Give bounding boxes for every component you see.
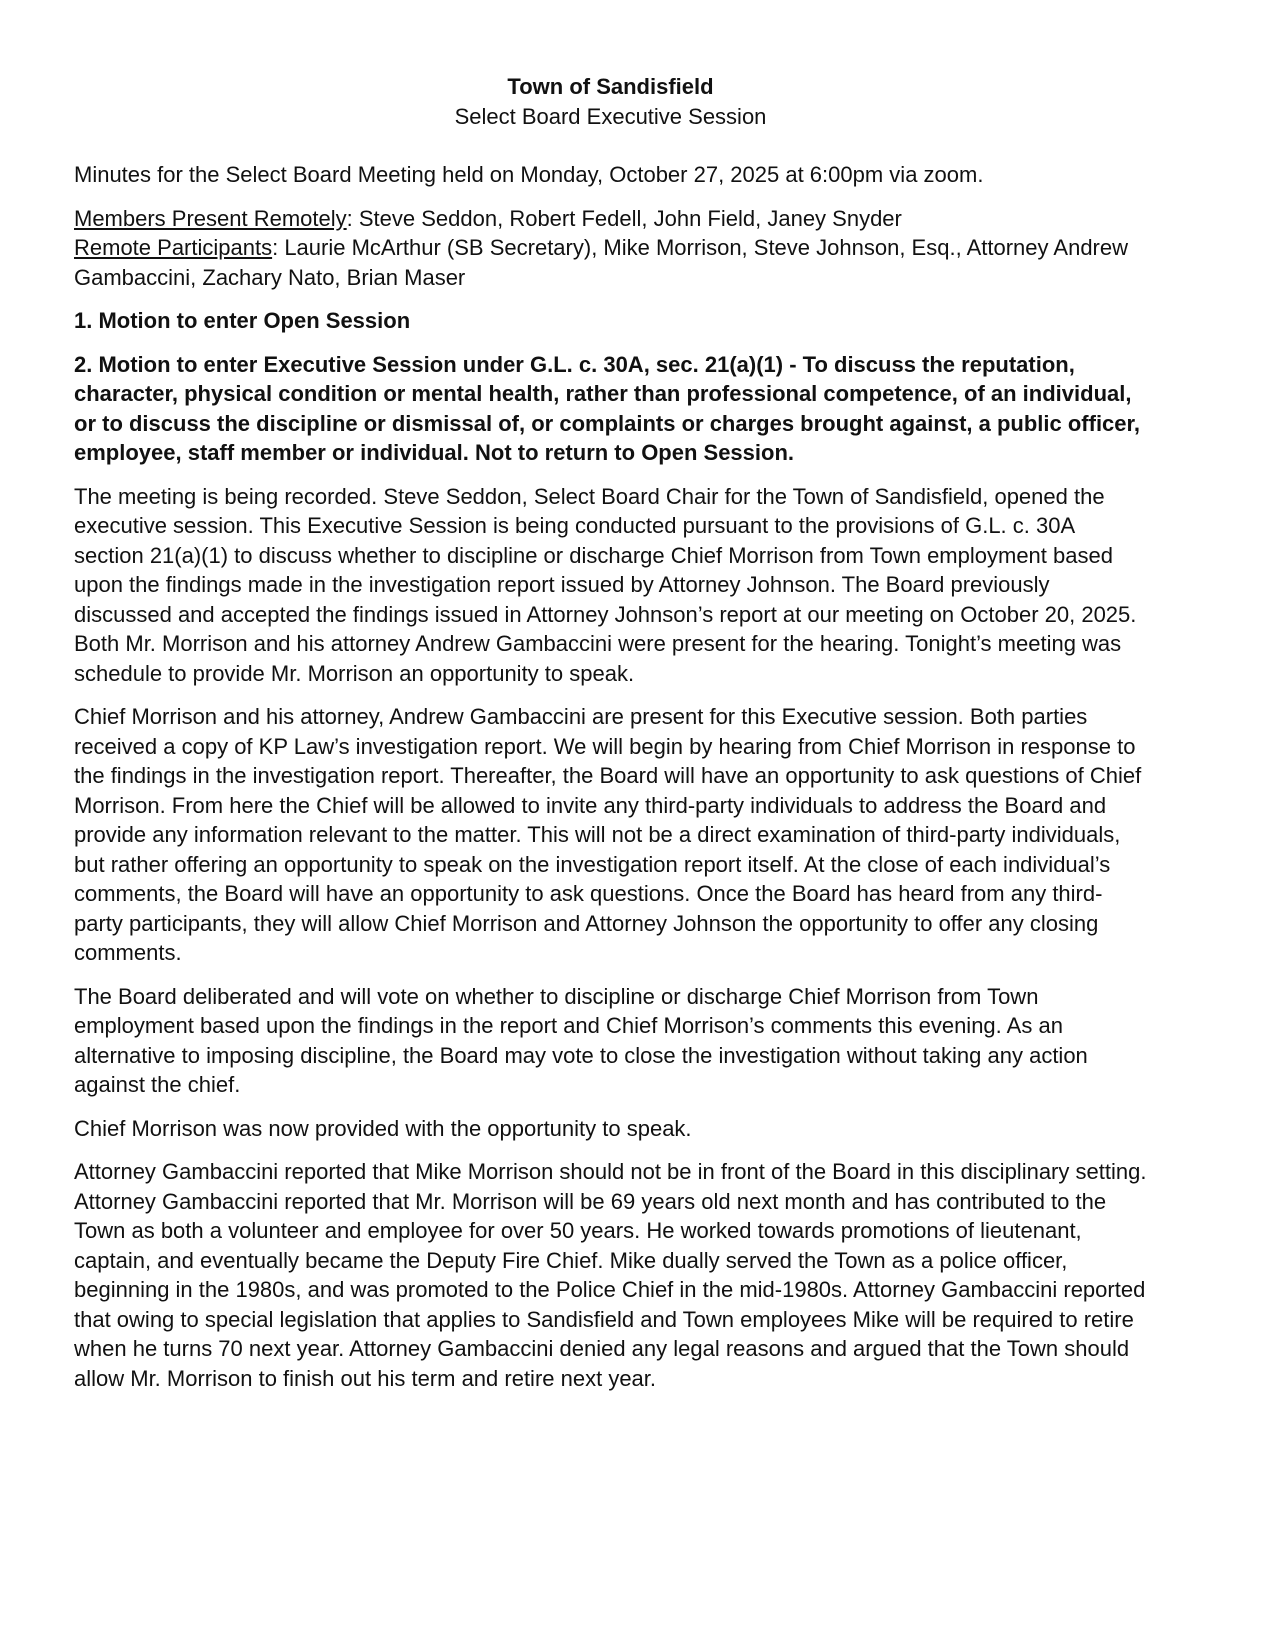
attendance-section — [74, 204, 1147, 293]
paragraph-attorney-statement: Attorney Gambaccini reported that Mike Morrison should not be in front of the Board in this disciplinary setting. Attorney Gambaccini reported that Mr. Morrison will be 69 years old next month and has contributed to the Town as both a volunteer and employee for over 50 years. He worked towards promotions of lieutenant, captain, and eventually became the Deputy Fire Chief. Mike dually served the Town as a police officer, beginning in the 1980s, and was promoted to the Police Chief in the mid-1980s. Attorney Gambaccini reported that owing to special legislation that applies to Sandisfield and Town employees Mike will be required to retire when he turns 70 next year. Attorney Gambaccini denied any legal reasons and argued that the Town should allow Mr. Morrison to finish out his term and retire next year. — [74, 1159, 1147, 1391]
remote-participants-line — [74, 233, 1147, 292]
paragraph-recording: The meeting is being recorded. Steve Seddon, Select Board Chair for the Town of Sandisfield, opened the executive session. This Executive Session is being conducted pursuant to the provisions of G.L. c. 30A section 21(a)(1) to discuss whether to discipline or discharge Chief Morrison from Town employment based upon the findings made in the investigation report issued by Attorney Johnson. The Board previously discussed and accepted the findings issued in Attorney Johnson’s report at our meeting on October 20, 2025. Both Mr. Morrison and his attorney Andrew Gambaccini were present for the hearing. Tonight’s meeting was schedule to provide Mr. Morrison an opportunity to speak. — [74, 483, 1137, 686]
remote-participants-label: Remote Participants — [74, 235, 273, 260]
session-title: Select Board Executive Session — [454, 104, 767, 129]
remote-participants-names: : Laurie McArthur (SB Secretary), Mike Morrison, Steve Johnson, Esq., Attorney Andrew Gambaccini, Zachary Nato, Brian Maser — [74, 235, 1128, 290]
motion-open-session: 1. Motion to enter Open Session — [74, 308, 411, 333]
paragraph-opportunity: Chief Morrison was now provided with the opportunity to speak. — [74, 1115, 692, 1141]
members-present-line — [74, 204, 1147, 234]
members-present-label: Members Present Remotely — [74, 205, 347, 231]
meeting-intro: Minutes for the Select Board Meeting held on Monday, October 27, 2025 at 6:00pm via zoom. — [74, 162, 984, 187]
document-header — [74, 72, 1147, 132]
town-title: Town of Sandisfield — [507, 74, 714, 99]
motion-executive-session: 2. Motion to enter Executive Session under G.L. c. 30A, sec. 21(a)(1) - To discuss the reputation, character, physical condition or mental health, rather than professional competence, of an individual, or to discuss the discipline or dismissal of, or complaints or charges brought against, a public officer, employee, staff member or individual. Not to return to Open Session. — [74, 351, 1140, 465]
paragraph-procedure: Chief Morrison and his attorney, Andrew Gambaccini are present for this Executive session. Both parties received a copy of KP Law’s investigation report. We will begin by hearing from Chief Morrison in response to the findings in the investigation report. Thereafter, the Board will have an opportunity to ask questions of Chief Morrison. From here the Chief will be allowed to invite any third-party individuals to address the Board and provide any information relevant to the matter. This will not be a direct examination of third-party individuals, but rather offering an opportunity to speak on the investigation report itself. At the close of each individual’s comments, the Board will have an opportunity to ask questions. Once the Board has heard from any third-party participants, they will allow Chief Morrison and Attorney Johnson the opportunity to offer any closing comments. — [74, 704, 1142, 965]
members-present-names: : Steve Seddon, Robert Fedell, John Field, Janey Snyder — [346, 205, 902, 231]
paragraph-deliberation: The Board deliberated and will vote on whether to discipline or discharge Chief Morrison from Town employment based upon the findings in the report and Chief Morrison’s comments this evening. As an alternative to imposing discipline, the Board may vote to close the investigation without taking any action against the chief. — [74, 983, 1088, 1097]
